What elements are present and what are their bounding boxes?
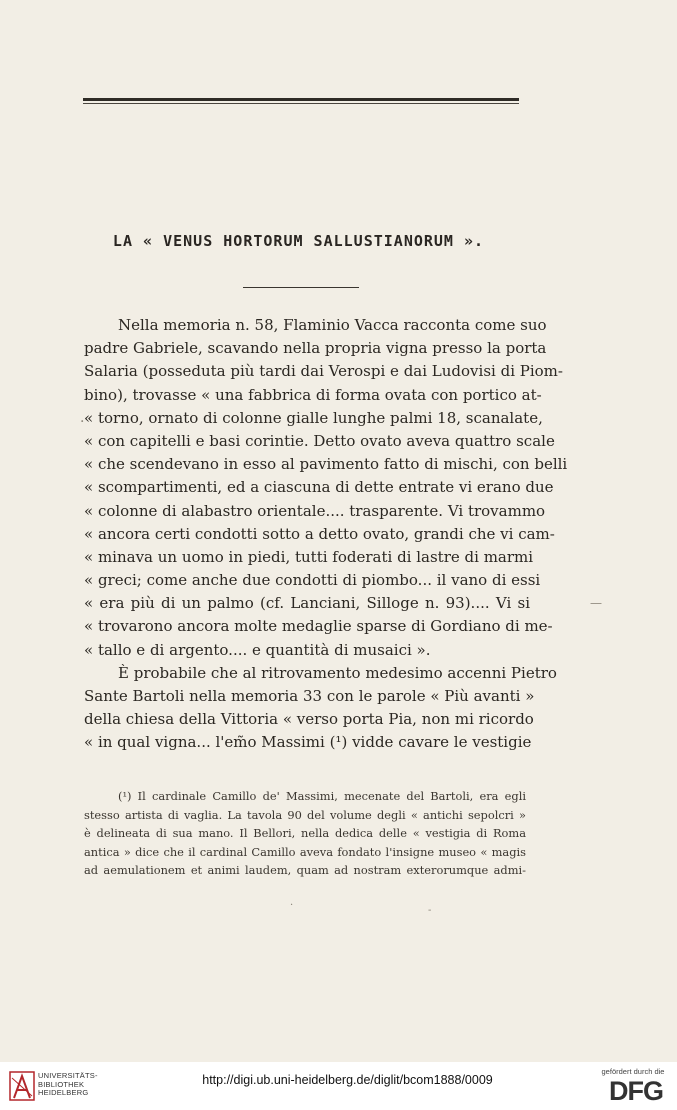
footnote-line: antica » dice che il cardinal Camillo aveva fondato l'insigne museo « magis: [84, 844, 526, 859]
margin-mark: —: [590, 596, 602, 610]
article-title: LA « VENUS HORTORUM SALLUSTIANORUM ».: [112, 232, 485, 250]
title-separator: [243, 287, 359, 288]
body-line: « colonne di alabastro orientale.... trasparente. Vi trovammo: [84, 501, 546, 520]
body-line: Sante Bartoli nella memoria 33 con le parole « Più avanti »: [84, 687, 535, 705]
top-rule: [83, 98, 519, 101]
body-line: Nella memoria n. 58, Flaminio Vacca racconta come suo: [118, 316, 547, 334]
body-line: « scompartimenti, ed a ciascuna di dette entrate vi erano due: [84, 478, 554, 497]
body-line: « era più di un palmo (cf. Lanciani, Silloge n. 93).... Vi si: [84, 594, 530, 613]
footnote-line: stesso artista di vaglia. La tavola 90 del volume degli « antichi sepolcri »: [84, 807, 526, 822]
top-rule-thin: [83, 103, 519, 104]
body-line: Salaria (posseduta più tardi dai Verospi e dai Ludovisi di Piom-: [84, 362, 563, 381]
body-line: « con capitelli e basi corintie. Detto ovato aveva quattro scale: [84, 431, 555, 450]
footnote-line: ad aemulationem et animi laudem, quam ad nostram exterorumque admi-: [84, 863, 526, 877]
page-url[interactable]: http://digi.ub.uni-heidelberg.de/diglit/bcom1888/0009: [202, 1073, 493, 1087]
dfg-logo: DFG: [609, 1076, 663, 1106]
margin-mark: ·: [290, 900, 294, 911]
margin-mark: -: [428, 905, 432, 916]
library-name: UNIVERSITÄTS- BIBLIOTHEK HEIDELBERG: [38, 1071, 98, 1098]
margin-mark: ·: [80, 414, 85, 430]
footnote-line: è delineata di sua mano. Il Bellori, nella dedica delle « vestigia di Roma: [84, 826, 526, 840]
body-line: « ancora certi condotti sotto a detto ovato, grandi che vi cam-: [84, 524, 555, 543]
body-line: « minava un uomo in piedi, tutti foderati di lastre di marmi: [84, 547, 534, 566]
footnotes: [84, 787, 526, 880]
body-line: « torno, ornato di colonne gialle lunghe palmi 18, scanalate,: [84, 408, 543, 427]
body-line: bino), trovasse « una fabbrica di forma ovata con portico at-: [84, 385, 542, 404]
body-text: [84, 314, 568, 755]
body-line: della chiesa della Vittoria « verso porta Pia, non mi ricordo: [84, 710, 534, 729]
body-line: « tallo e di argento.... e quantità di musaici ».: [84, 640, 431, 659]
body-line: « trovarono ancora molte medaglie sparse di Gordiano di me-: [84, 617, 553, 636]
funding-note: gefördert durch die: [601, 1067, 665, 1076]
footnote-line: (¹) Il cardinale Camillo de' Massimi, mecenate del Bartoli, era egli: [118, 789, 526, 803]
body-line: « che scendevano in esso al pavimento fatto di mischi, con belli: [84, 455, 568, 474]
body-line: padre Gabriele, scavando nella propria vigna presso la porta: [84, 339, 547, 358]
body-line: È probabile che al ritrovamento medesimo accenni Pietro: [118, 663, 557, 682]
body-line: « greci; come anche due condotti di piombo... il vano di essi: [84, 571, 541, 590]
body-line: « in qual vigna... l'em̃o Massimi (¹) vidde cavare le vestigie: [84, 733, 532, 752]
